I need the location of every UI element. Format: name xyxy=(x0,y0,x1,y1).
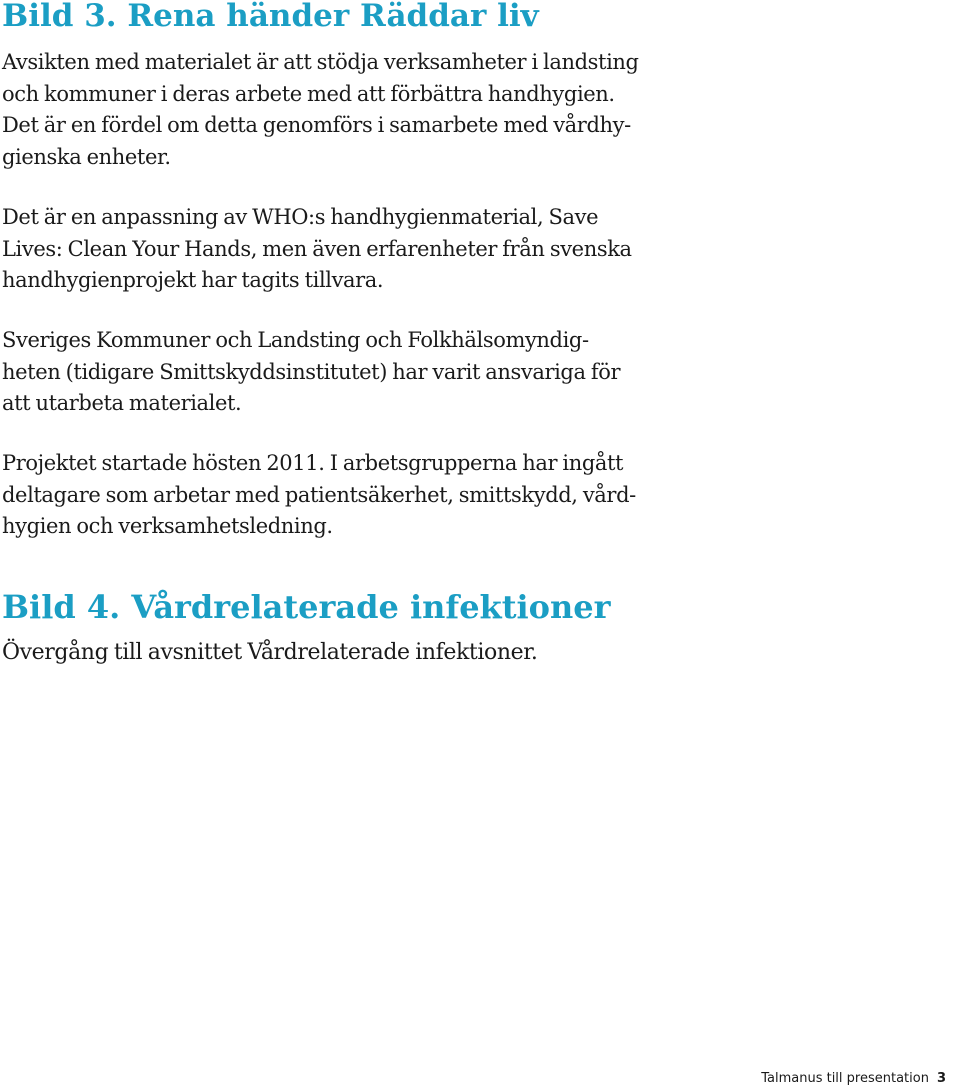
page-footer xyxy=(761,1071,946,1086)
paragraph-purpose: Avsikten med materialet är att stödja verksamheter i landsting och kommuner i deras arbete med att förbättra handhygien. Det är en fördel om detta genomförs i samarbete med vårdhy- gienska enheter. xyxy=(2,50,639,169)
paragraph-transition: Övergång till avsnittet Vårdrelaterade infektioner. xyxy=(2,640,538,665)
section-heading-bild-3: Bild 3. Rena händer Räddar liv xyxy=(2,0,539,34)
paragraph-responsible: Sveriges Kommuner och Landsting och Folkhälsomyndig- heten (tidigare Smittskyddsinstitutet) har varit ansvariga för att utarbeta materialet. xyxy=(2,328,621,415)
paragraph-who-adaptation: Det är en anpassning av WHO:s handhygienmaterial, Save Lives: Clean Your Hands, men även erfarenheter från svenska handhygienprojekt har tagits tillvara. xyxy=(2,205,632,292)
page-number: 3 xyxy=(936,1071,946,1086)
footer-title: Talmanus till presentation xyxy=(761,1071,929,1086)
paragraph-project-start: Projektet startade hösten 2011. I arbetsgrupperna har ingått deltagare som arbetar med patientsäkerhet, smittskydd, vård- hygien och verksamhetsledning. xyxy=(2,451,636,538)
section-heading-bild-4: Bild 4. Vårdrelaterade infektioner xyxy=(2,588,611,626)
